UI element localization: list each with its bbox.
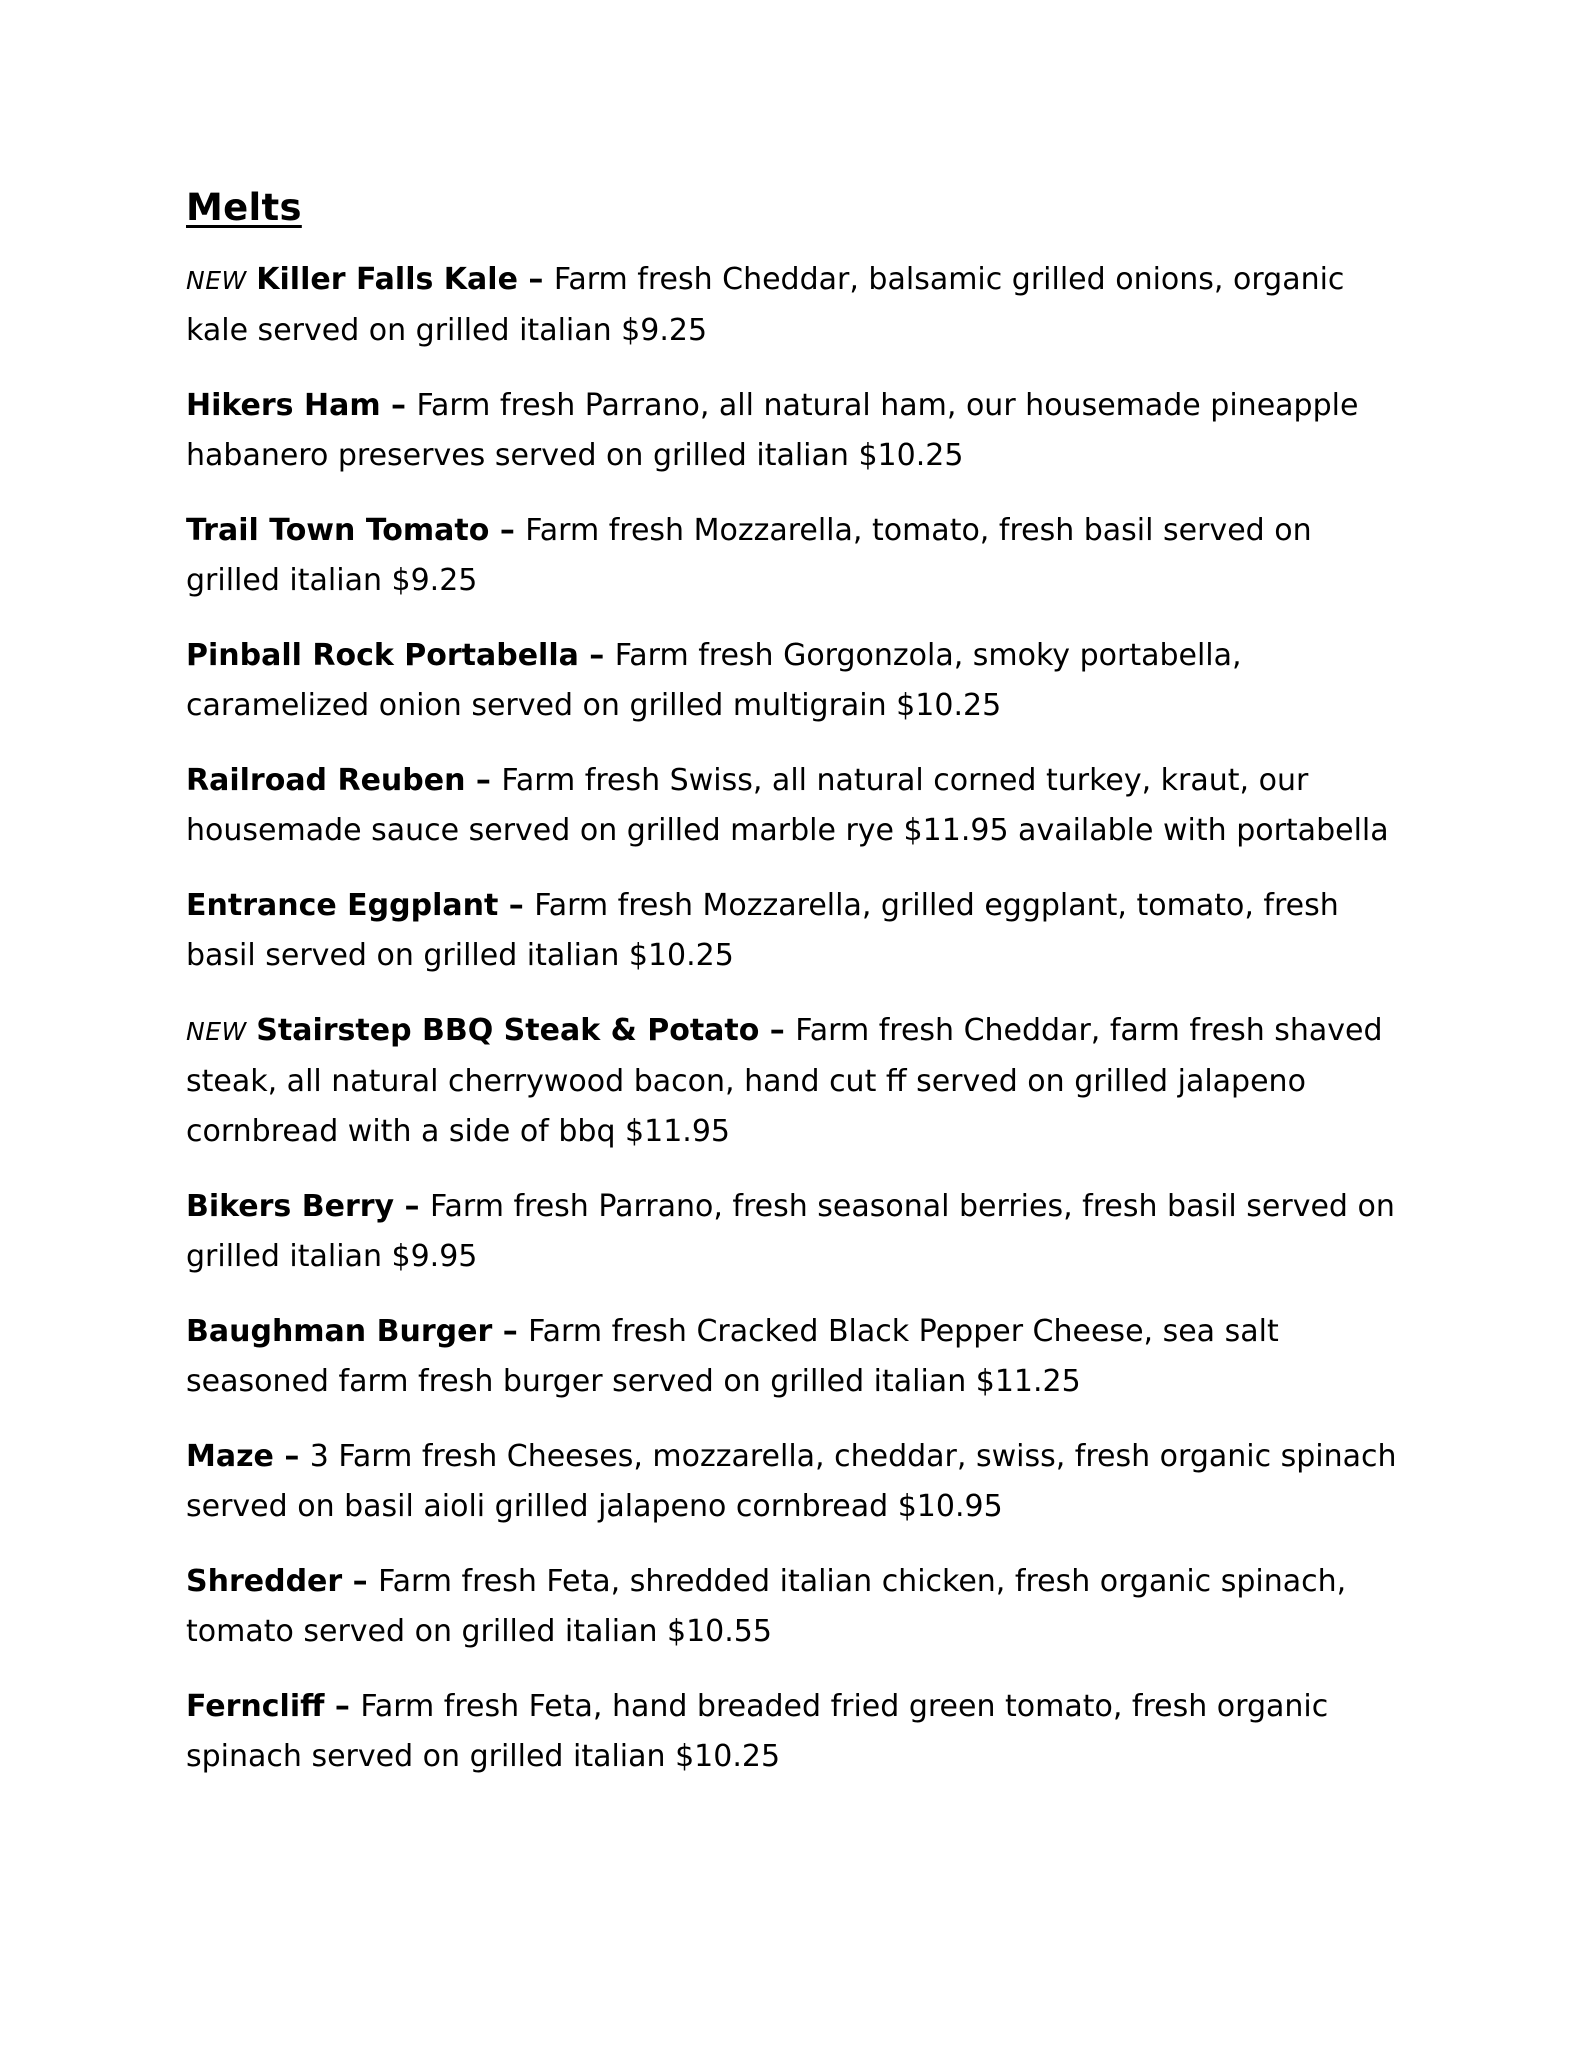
item-dash: – — [489, 513, 526, 548]
item-dash: – — [498, 888, 535, 923]
item-description: Farm fresh Parrano, fresh seasonal berries, fresh basil served on grilled italian $9.95 — [186, 1189, 1395, 1274]
menu-item-baughman-burger — [186, 1307, 1406, 1407]
item-dash: – — [324, 1689, 361, 1724]
item-name: Killer Falls Kale — [256, 262, 518, 297]
new-tag: NEW — [186, 266, 247, 295]
item-name: Entrance Eggplant — [186, 888, 499, 923]
item-dash: – — [380, 388, 417, 423]
item-name: Shredder — [186, 1564, 343, 1599]
menu-item-entrance-eggplant — [186, 881, 1406, 981]
item-dash: – — [492, 1314, 529, 1349]
menu-item-shredder — [186, 1557, 1406, 1657]
item-description: Farm fresh Swiss, all natural corned turkey, kraut, our housemade sauce served on grilled marble rye $11.95 available with portabella — [186, 763, 1389, 848]
item-description: Farm fresh Mozzarella, tomato, fresh basil served on grilled italian $9.25 — [186, 513, 1312, 598]
item-dash: – — [394, 1189, 430, 1224]
item-dash: – — [342, 1564, 379, 1599]
item-description: 3 Farm fresh Cheeses, mozzarella, cheddar, swiss, fresh organic spinach served on basil aioli grilled jalapeno cornbread $10.95 — [186, 1439, 1397, 1524]
item-description: Farm fresh Feta, shredded italian chicken, fresh organic spinach, tomato served on grilled italian $10.55 — [186, 1564, 1347, 1649]
menu-item-ferncliff — [186, 1682, 1406, 1782]
section-heading: Melts — [186, 186, 302, 229]
menu-item-maze — [186, 1432, 1406, 1532]
item-name: Ferncliff — [186, 1689, 325, 1724]
item-description: Farm fresh Mozzarella, grilled eggplant, tomato, fresh basil served on grilled italian $10.25 — [186, 888, 1339, 973]
menu-item-pinball-rock-portabella — [186, 631, 1406, 731]
item-name: Stairstep BBQ Steak & Potato — [256, 1013, 760, 1048]
new-tag: NEW — [186, 1017, 247, 1046]
item-dash: – — [465, 763, 502, 798]
item-name: Hikers Ham — [186, 388, 381, 423]
item-dash: – — [273, 1439, 310, 1474]
item-description: Farm fresh Cheddar, balsamic grilled onions, organic kale served on grilled italian $9.25 — [186, 262, 1345, 348]
menu-item-bikers-berry — [186, 1182, 1406, 1282]
menu-page — [186, 186, 1406, 1807]
menu-item-hikers-ham — [186, 381, 1406, 481]
item-name: Maze — [186, 1439, 274, 1474]
item-name: Railroad Reuben — [186, 763, 466, 798]
item-name: Trail Town Tomato — [186, 513, 490, 548]
item-description: Farm fresh Parrano, all natural ham, our housemade pineapple habanero preserves served on grilled italian $10.25 — [186, 388, 1359, 473]
item-description: Farm fresh Feta, hand breaded fried green tomato, fresh organic spinach served on grilled italian $10.25 — [186, 1689, 1329, 1774]
item-name: Bikers Berry — [186, 1189, 395, 1224]
item-dash: – — [578, 638, 615, 673]
item-name: Baughman Burger — [186, 1314, 493, 1349]
item-description: Farm fresh Cracked Black Pepper Cheese, sea salt seasoned farm fresh burger served on grilled italian $11.25 — [186, 1314, 1279, 1399]
menu-item-stairstep-bbq — [186, 1006, 1406, 1157]
item-dash: – — [517, 262, 554, 297]
menu-item-trail-town-tomato — [186, 506, 1406, 606]
item-description: Farm fresh Gorgonzola, smoky portabella, caramelized onion served on grilled multigrain $10.25 — [186, 638, 1242, 723]
menu-item-railroad-reuben — [186, 756, 1406, 856]
item-description: Farm fresh Cheddar, farm fresh shaved steak, all natural cherrywood bacon, hand cut ff served on grilled jalapeno cornbread with a side of bbq $11.95 — [186, 1013, 1383, 1149]
item-name: Pinball Rock Portabella — [186, 638, 579, 673]
item-dash: – — [759, 1013, 796, 1048]
menu-item-killer-falls-kale — [186, 255, 1406, 356]
